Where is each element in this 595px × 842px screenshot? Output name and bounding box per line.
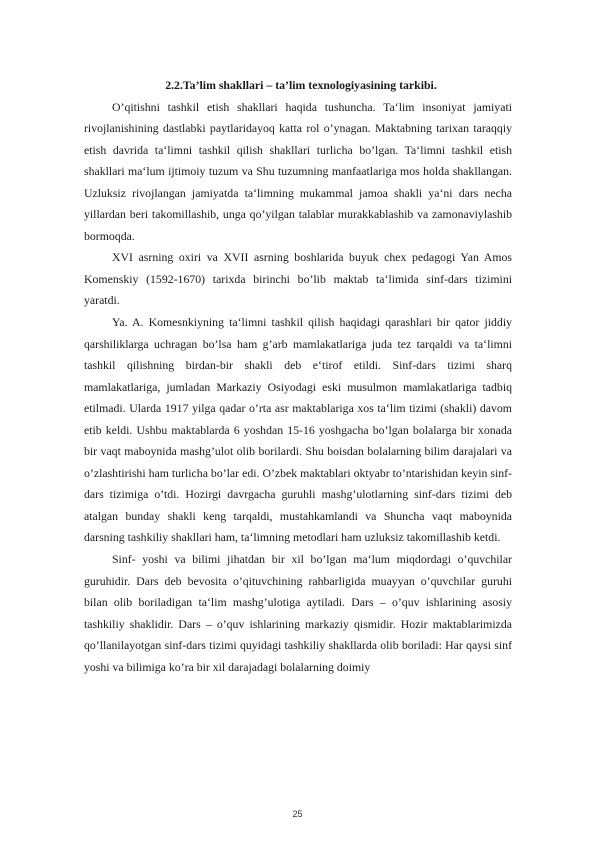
page-content bbox=[84, 75, 512, 678]
paragraph-2: XVI asrning oxiri va XVII asrning boshlarida buyuk chex pedagogi Yan Amos Komenskiy (1592-1670) tarixda birinchi bo’lib maktab ta‘limida sinf-dars tizimini yaratdi. bbox=[84, 250, 512, 308]
paragraph-3: Ya. A. Komesnkiyning ta‘limni tashkil qilish haqidagi qarashlari bir qator jiddiy qarshiliklarga uchragan bo’lsa ham g’arb mamlakatlariga juda tez tarqaldi va ta‘limni tashkil qilishning birdan-bir shakli deb e‘tirof etildi. Sinf-dars tizimi sharq mamlakatlariga, jumladan Markaziy Osiyodagi eski musulmon mamlakatlariga tadbiq etilmadi. Ularda 1917 yilga qadar o’rta asr maktablariga xos ta‘lim tizimi (shakli) davom etib keldi. Ushbu maktablarda 6 yoshdan 15-16 yoshgacha bo’lgan bolalarga bir xonada bir vaqt maboynida mashg’ulot olib borilardi. Shu boisdan bolalarning bilim darajalari va o’zlashtirishi ham turlicha bo’lar edi. O’zbek maktablari oktyabr to’ntarishidan keyin sinf-dars tizimiga o’tdi. Hozirgi davrgacha guruhli mashg’ulotlarning sinf-dars tizimi deb atalgan bunday shakli keng tarqaldi, mustahkamlandi va Shuncha vaqt maboynida darsning tashkiliy shakllari ham, ta‘limning metodlari ham uzluksiz takomillashib ketdi. bbox=[84, 315, 512, 545]
paragraph-4: Sinf- yoshi va bilimi jihatdan bir xil bo’lgan ma‘lum miqdordagi o’quvchilar guruhidir. Dars deb bevosita o’qituvchining rahbarligida muayyan o’quvchilar guruhi bilan olib boriladigan ta‘lim mashg’ulotiga aytiladi. Dars – o’quv ishlarining asosiy tashkiliy shaklidir. Dars – o’quv ishlarining markaziy qismidir. Hozir maktablarimizda qo’llanilayotgan sinf-dars tizimi quyidagi tashkiliy shakllarda olib boriladi: Har qaysi sinf yoshi va bilimiga ko’ra bir xil darajadagi bolalarning doimiy bbox=[84, 552, 512, 674]
section-heading: 2.2.Ta’lim shakllari – ta’lim texnologiyasining tarkibi. bbox=[165, 78, 437, 92]
paragraph-1: O’qitishni tashkil etish shakllari haqida tushuncha. Ta‘lim insoniyat jamiyati rivojlanishining dastlabki paytlaridayoq katta rol o’ynagan. Maktabning tarixan taraqqiy etish davrida ta‘limni tashkil qilish shakllari turlicha bo’lgan. Ta‘limni tashkil etish shakllari ma‘lum ijtimoiy tuzum va Shu tuzumning manfaatlariga mos holda shakllangan. Uzluksiz rivojlangan jamiyatda ta‘limning mukammal jamoa shakli ya‘ni dars necha yillardan beri takomillashib, unga qo’yilgan talablar murakkablashib va zamonaviylashib bormoqda. bbox=[84, 99, 512, 243]
page-number: 25 bbox=[292, 809, 303, 819]
